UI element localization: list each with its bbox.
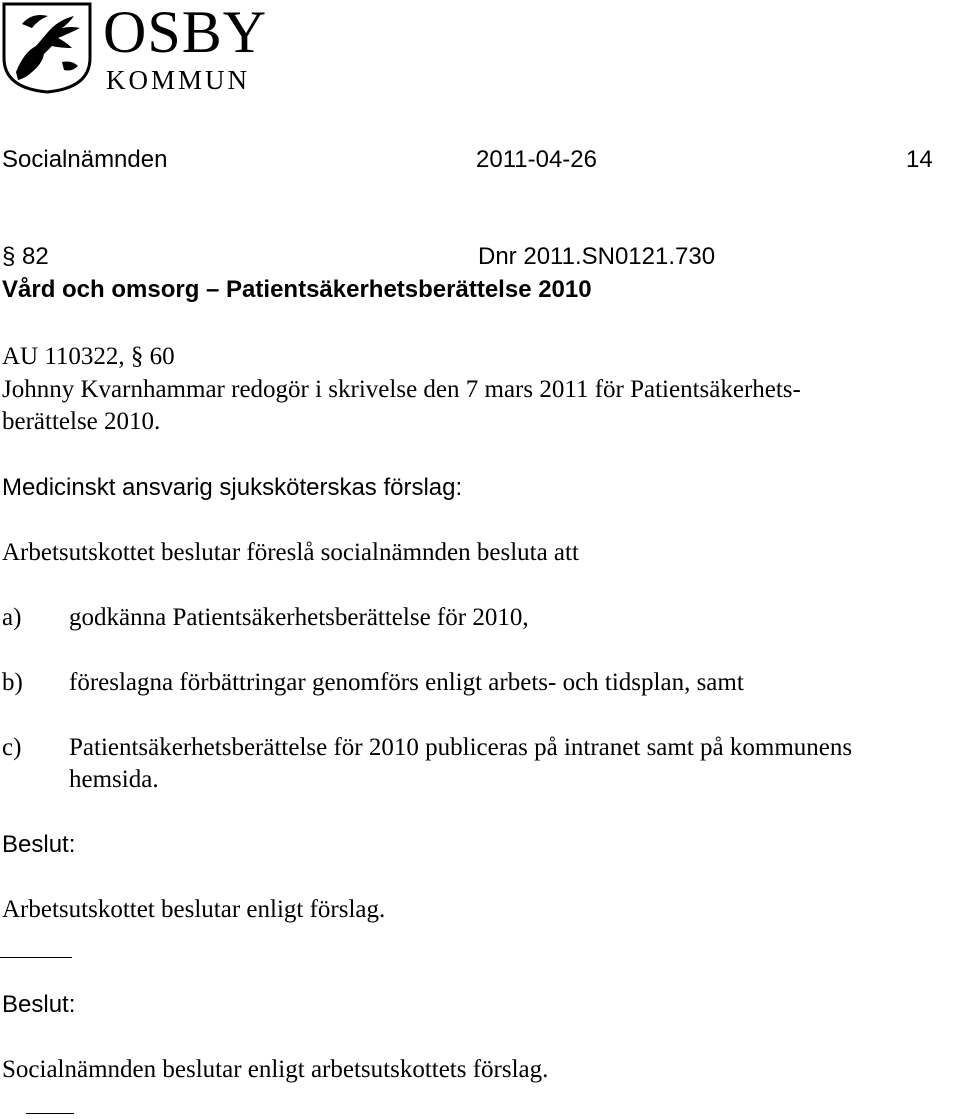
list-item-marker: b)	[2, 669, 23, 696]
header-date: 2011-04-26	[476, 146, 597, 173]
logo-name: OSBY	[103, 0, 268, 65]
header-page-number: 14	[906, 146, 933, 173]
osby-kommun-logo	[0, 0, 290, 100]
proposal-heading: Medicinskt ansvarig sjuksköterskas förslag:	[2, 474, 463, 501]
proposal-lead: Arbetsutskottet beslutar föreslå socialnämnden besluta att	[2, 539, 579, 566]
decision-au-text: Arbetsutskottet beslutar enligt förslag.	[2, 896, 386, 923]
intro-line-2: berättelse 2010.	[2, 408, 161, 435]
decision-sn-text: Socialnämnden beslutar enligt arbetsutskottets förslag.	[2, 1056, 549, 1083]
list-item-text: godkänna Patientsäkerhetsberättelse för 2010,	[69, 604, 529, 631]
logo-subname: KOMMUN	[106, 65, 251, 95]
header-body: Socialnämnden	[2, 146, 168, 173]
list-item-text-continued: hemsida.	[69, 766, 159, 793]
list-item-marker: a)	[2, 604, 22, 631]
divider	[26, 1113, 74, 1114]
section-dnr: Dnr 2011.SN0121.730	[478, 243, 716, 270]
intro-line-1: Johnny Kvarnhammar redogör i skrivelse den 7 mars 2011 för Patientsäkerhets-	[2, 376, 801, 403]
list-item-text: Patientsäkerhetsberättelse för 2010 publiceras på intranet samt på kommunens	[69, 734, 853, 761]
reference: AU 110322, § 60	[2, 343, 175, 370]
decision-sn-heading: Beslut:	[2, 991, 76, 1018]
section-number: § 82	[2, 243, 49, 270]
list-item-marker: c)	[2, 734, 22, 761]
list-item-text: föreslagna förbättringar genomförs enligt arbets- och tidsplan, samt	[69, 669, 744, 696]
divider	[0, 957, 72, 958]
osby-coat-of-arms-icon	[2, 2, 92, 94]
decision-au-heading: Beslut:	[2, 831, 76, 858]
section-title: Vård och omsorg – Patientsäkerhetsberättelse 2010	[2, 276, 592, 303]
